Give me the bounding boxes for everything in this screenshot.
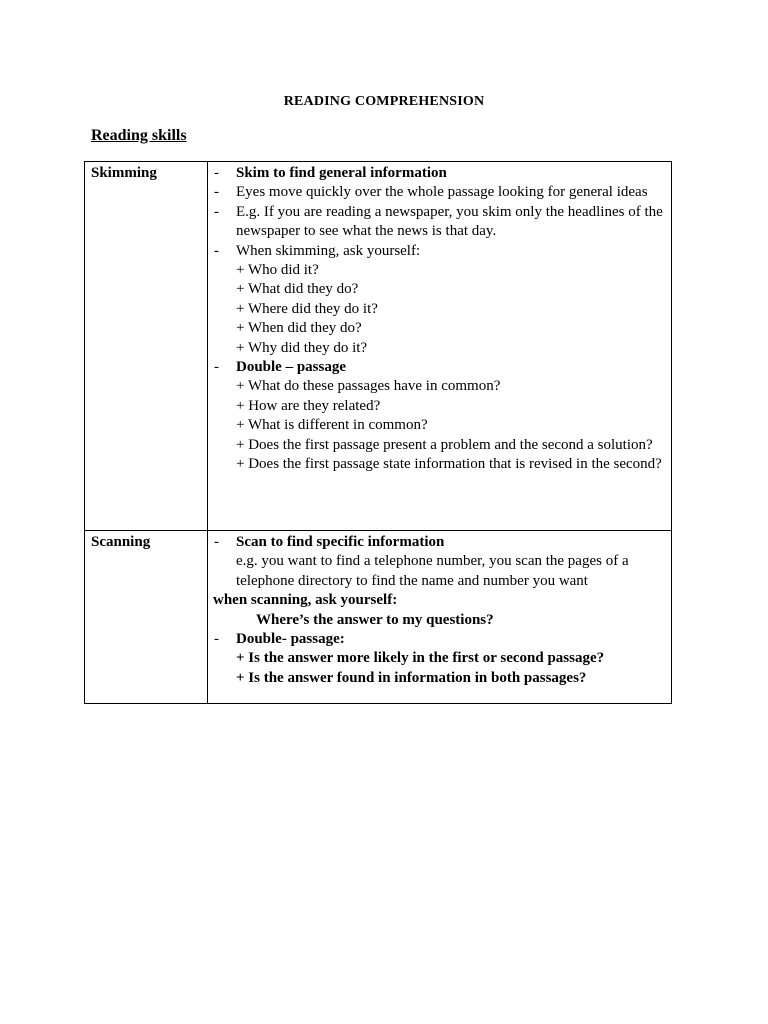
bullet-item: - Skim to find general information xyxy=(214,165,447,181)
skill-name-cell xyxy=(85,531,208,704)
skill-name-cell xyxy=(85,162,208,531)
question-item: + Is the answer more likely in the first or second passage? xyxy=(236,650,605,667)
question-item: + Does the first passage state information that is revised in the second? xyxy=(236,456,662,473)
question-item: + How are they related? xyxy=(236,397,381,414)
example-text: e.g. you want to find a telephone number, you scan the pages of a telephone directory to find the name and number you want xyxy=(236,553,629,589)
skill-description-cell xyxy=(208,162,672,531)
question-item: + Where did they do it? xyxy=(236,300,378,317)
question-item: + When did they do? xyxy=(236,320,362,337)
skill-label: Scanning xyxy=(91,534,151,550)
question-item: + Who did it? xyxy=(236,262,319,279)
bullet-item: - Double- passage: xyxy=(214,631,345,648)
skills-table xyxy=(84,161,672,704)
bullet-item: - Scan to find specific information xyxy=(214,534,445,550)
question-item: + What did they do? xyxy=(236,281,359,298)
bullet-item: - When skimming, ask yourself: xyxy=(214,242,421,259)
question-item: + Why did they do it? xyxy=(236,339,368,356)
bullet-item: - Eyes move quickly over the whole passage looking for general ideas xyxy=(214,184,648,201)
bullet-item: - E.g. If you are reading a newspaper, you skim only the headlines of the newspaper to see what the news is that day. xyxy=(214,203,663,240)
instruction-text: when scanning, ask yourself: xyxy=(213,592,398,609)
question-item: Where’s the answer to my questions? xyxy=(256,611,494,628)
bullet-item: - Double – passage xyxy=(214,359,347,376)
question-item: + What do these passages have in common? xyxy=(236,378,501,395)
question-item: + Does the first passage present a problem and the second a solution? xyxy=(236,436,653,453)
question-item: + Is the answer found in information in both passages? xyxy=(236,669,587,686)
section-heading: Reading skills xyxy=(91,127,187,144)
table-row xyxy=(85,531,672,704)
skill-label: Skimming xyxy=(91,165,157,181)
page-title: READING COMPREHENSION xyxy=(283,94,485,109)
skill-description-cell xyxy=(208,531,672,704)
table-row xyxy=(85,162,672,531)
question-item: + What is different in common? xyxy=(236,417,428,434)
